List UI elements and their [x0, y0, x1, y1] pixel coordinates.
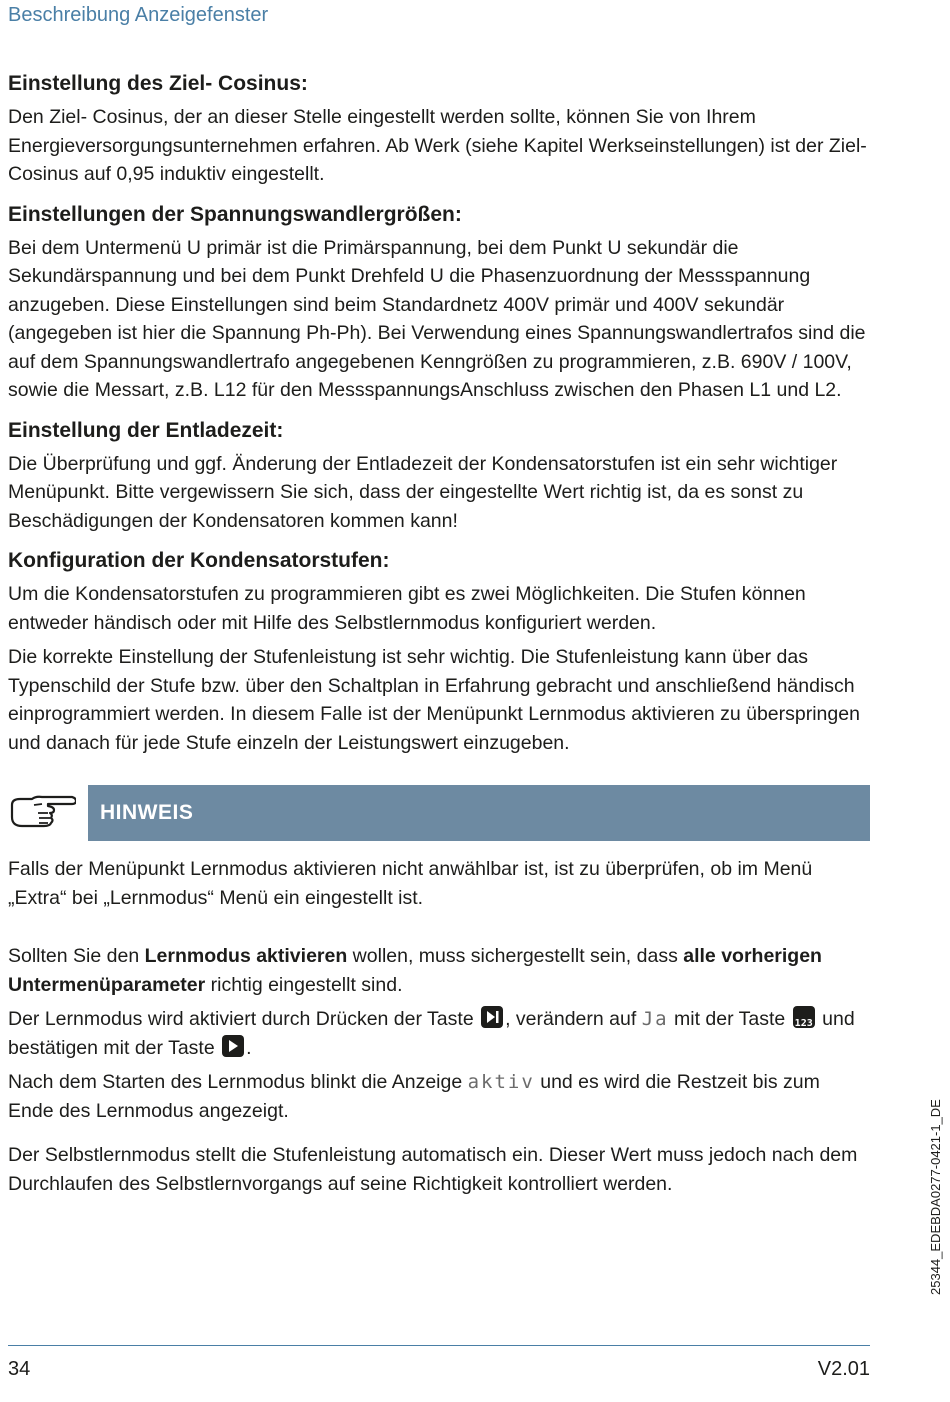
page-content: [8, 70, 870, 1210]
hinweis-text: Falls der Menüpunkt Lernmodus aktivieren nicht anwählbar ist, ist zu überprüfen, ob im Menü „Extra“ bei „Lernmodus“ Menü ein eingestellt ist.: [8, 858, 813, 909]
section-ziel-cosinus: [8, 70, 870, 189]
play-key-icon: [222, 1035, 244, 1057]
text-run: und bestätigen mit der Taste: [8, 1008, 855, 1059]
heading-entladezeit: Einstellung der Entladezeit:: [8, 418, 284, 442]
spacer: [8, 1131, 870, 1141]
version-label: V2.01: [817, 1358, 870, 1380]
text-kondensatorstufen-2: Die korrekte Einstellung der Stufenleistung ist sehr wichtig. Die Stufenleistung kann über das Typenschild der Stufe bzw. über den Schaltplan in Erfahrung gebracht und anschließend händisch einprogrammiert werden. In diesem Falle ist der Menüpunkt Lernmodus aktivieren zu überspringen und danach für jede Stufe einzeln der Leistungswert einzugeben.: [8, 646, 860, 754]
hinweis-label: HINWEIS: [88, 785, 870, 841]
text-spannungswandler: Bei dem Untermenü U primär ist die Primärspannung, bei dem Punkt U sekundär die Sekundärspannung und bei dem Punkt Drehfeld U die Phasenzuordnung der Messspannung anzugeben. Diese Einstellungen sind beim Standardnetz 400V primär und 400V sekundär (angegeben ist hier die Spannung Ph-Ph). Bei Verwendung eines Spannungswandlertrafos sind die auf dem Spannungswandlertrafo angegebenen Kenngrößen zu programmieren, z.B. 690V / 100V, sowie die Messart, z.B. L12 für den MessspannungsAnschluss zwischen den Phasen L1 und L2.: [8, 236, 866, 401]
text-run: Der Lernmodus wird aktiviert durch Drücken der Taste: [8, 1008, 474, 1030]
section-kondensatorstufen: [8, 547, 870, 757]
heading-ziel-cosinus: Einstellung des Ziel- Cosinus:: [8, 72, 308, 95]
lcd-ja: Ja: [641, 1008, 669, 1030]
text-run: mit der Taste: [674, 1008, 786, 1030]
text-run: richtig eingestellt sind.: [205, 973, 403, 996]
number-key-label: 123: [794, 1018, 813, 1029]
text-run: Nach dem Starten des Lernmodus blinkt die Anzeige: [8, 1071, 463, 1093]
heading-kondensatorstufen: Konfiguration der Kondensatorstufen:: [8, 549, 390, 572]
document-code: 25344_EDEBDA0277-0421-1_DE: [928, 1099, 943, 1295]
section-spannungswandler: [8, 201, 870, 405]
emphasis-untermenueparameter: alle vorherigen Untermenüparameter: [8, 945, 822, 996]
lernmodus-paragraph-1: [8, 942, 870, 999]
text-run: Sollten Sie den: [8, 945, 145, 967]
emphasis-lernmodus-aktivieren: Lernmodus aktivieren: [144, 945, 348, 967]
text-run: wollen, muss sichergestellt sein, dass: [347, 945, 684, 967]
spacer: [8, 924, 870, 942]
text-run: , verändern auf: [505, 1008, 637, 1030]
text-kondensatorstufen-1: Um die Kondensatorstufen zu programmieren gibt es zwei Möglichkeiten. Die Stufen können entweder händisch oder mit Hilfe des Selbstlernmodus konfiguriert werden.: [8, 583, 806, 634]
section-entladezeit: [8, 417, 870, 536]
text-ziel-cosinus: Den Ziel- Cosinus, der an dieser Stelle eingestellt werden sollte, können Sie von Ihrem Energieversorgungsunternehmen erfahren. Ab Werk (siehe Kapitel Werkseinstellungen) ist der Ziel- Cosinus auf 0,95 induktiv eingestellt.: [8, 106, 867, 185]
lcd-aktiv: aktiv: [467, 1071, 535, 1093]
page-number: 34: [8, 1358, 31, 1380]
lernmodus-paragraph-2: [8, 1005, 870, 1062]
hinweis-box: [8, 785, 870, 843]
text-run: .: [246, 1036, 252, 1059]
running-header: Beschreibung Anzeigefenster: [8, 4, 269, 26]
lernmodus-paragraph-4: Der Selbstlernmodus stellt die Stufenleistung automatisch ein. Dieser Wert muss jedoch nach dem Durchlaufen des Selbstlernvorgangs auf seine Richtigkeit kontrolliert werden.: [8, 1144, 858, 1195]
pointing-hand-icon: [8, 791, 76, 831]
heading-spannungswandler: Einstellungen der Spannungswandlergrößen:: [8, 202, 462, 226]
number-key-icon: [793, 1006, 815, 1028]
text-run: und es wird die Restzeit bis zum Ende des Lernmodus angezeigt.: [8, 1071, 820, 1122]
lernmodus-paragraph-3: [8, 1068, 870, 1125]
enter-key-icon: [481, 1006, 503, 1028]
footer-divider: [8, 1345, 870, 1346]
text-entladezeit: Die Überprüfung und ggf. Änderung der Entladezeit der Kondensatorstufen ist ein sehr wichtiger Menüpunkt. Bitte vergewissern Sie sich, dass der eingestellte Wert richtig ist, da es sonst zu Beschädigungen der Kondensatoren kommen kann!: [8, 452, 838, 532]
